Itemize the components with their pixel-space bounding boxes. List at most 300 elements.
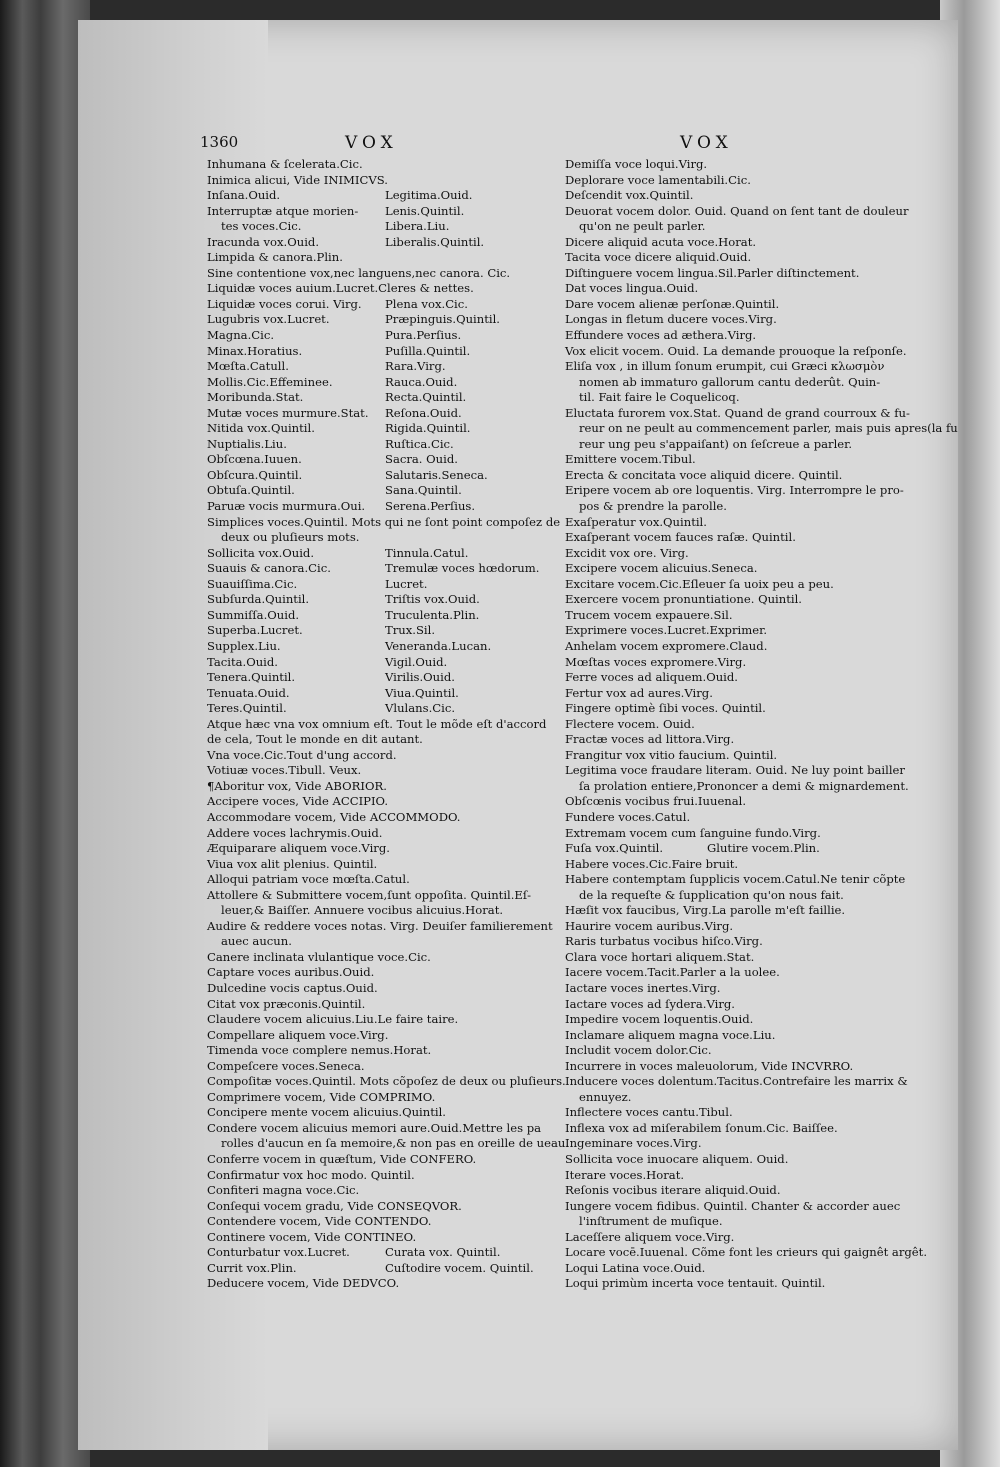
dictionary-entry-line (207, 546, 552, 562)
dictionary-entry-line (565, 188, 895, 204)
dictionary-entry-line (207, 406, 552, 422)
dictionary-entry-line (207, 1012, 552, 1028)
entry-text: pos & prendre la parolle. (579, 499, 727, 514)
entry-text: Simplices voces.Quintil. Mots qui ne ſont point compoſez de (207, 514, 561, 529)
dictionary-entry-line (565, 826, 895, 842)
entry-text: Tenera.Quintil. (207, 670, 296, 685)
entry-text: Excidit vox ore. Virg. (565, 545, 689, 560)
entry-text: Deducere vocem, Vide DEDVCO. (207, 1276, 400, 1291)
entry-text: Obſcœnis vocibus frui.Iuuenal. (565, 794, 747, 809)
dictionary-entry-line (207, 483, 552, 499)
dictionary-entry-line (207, 997, 552, 1013)
entry-text: Impedire vocem loquentis.Ouid. (565, 1012, 754, 1027)
dictionary-entry-line (207, 1090, 552, 1106)
dictionary-entry-line (565, 841, 895, 857)
entry-text: Lugubris vox.Lucret. (207, 312, 330, 327)
entry-text: Deſcendit vox.Quintil. (565, 188, 694, 203)
entry-text-secondary: Tremulæ voces hœdorum. (385, 561, 540, 576)
dictionary-entry-line (565, 763, 905, 779)
dictionary-entry-line (565, 546, 895, 562)
dictionary-entry-line (565, 778, 909, 795)
entry-text: Emittere vocem.Tibul. (565, 452, 696, 467)
dictionary-entry-line (207, 888, 552, 904)
dictionary-entry-line (207, 437, 552, 453)
entry-text-secondary: Curata vox. Quintil. (385, 1245, 501, 1260)
entry-text: rolles d'aucun en ſa memoire,& non pas en oreille de ueau. (221, 1136, 570, 1151)
entry-text: Concipere mente vocem alicuius.Quintil. (207, 1105, 446, 1120)
dictionary-entry-line (207, 717, 552, 733)
entry-text: Habere voces.Cic.Faire bruit. (565, 856, 739, 871)
dictionary-entry-line (565, 1043, 895, 1059)
entry-text: Flectere vocem. Ouid. (565, 716, 695, 731)
dictionary-entry-line (207, 639, 552, 655)
dictionary-entry-line (565, 1121, 895, 1137)
entry-text-secondary: Ruſtica.Cic. (385, 436, 454, 451)
entry-text: Exercere vocem pronuntiatione. Quintil. (565, 592, 802, 607)
entry-text: ennuyez. (579, 1089, 632, 1104)
entry-text: til. Fait faire le Coquelicoq. (579, 390, 740, 405)
entry-text: Sollicita vox.Ouid. (207, 545, 315, 560)
dictionary-entry-line (565, 328, 895, 344)
entry-text: Excipere vocem alicuius.Seneca. (565, 561, 758, 576)
entry-text: Teres.Quintil. (207, 701, 287, 716)
dictionary-entry-line (565, 1059, 895, 1075)
entry-text-secondary: Triſtis vox.Ouid. (385, 592, 480, 607)
dictionary-entry-line (565, 1074, 908, 1090)
dictionary-entry-line (207, 1152, 552, 1168)
running-header (200, 133, 770, 155)
dictionary-entry-line (207, 390, 552, 406)
entry-text: Fertur vox ad aures.Virg. (565, 685, 713, 700)
entry-text: Clara voce hortari aliquem.Stat. (565, 949, 755, 964)
entry-text: Mœſta.Catull. (207, 359, 289, 374)
dictionary-entry-line (565, 359, 895, 375)
entry-text: Dare vocem alienæ perſonæ.Quintil. (565, 296, 780, 311)
entry-text-secondary: Lenis.Quintil. (385, 203, 465, 218)
dictionary-entry-line (565, 250, 895, 266)
dictionary-entry-line (207, 701, 552, 717)
entry-text-secondary: Trux.Sil. (385, 623, 436, 638)
dictionary-entry-line (207, 794, 552, 810)
dictionary-entry-line (565, 219, 895, 235)
entry-text: qu'on ne peult parler. (579, 219, 706, 234)
entry-text: Audire & reddere voces notas. Virg. Deuiſer familierement (207, 918, 553, 933)
dictionary-entry-line (207, 934, 552, 950)
dictionary-entry-line (207, 344, 552, 360)
entry-text: Loqui primùm incerta voce tentauit. Quintil. (565, 1276, 826, 1291)
entry-text: Conturbatur vox.Lucret. (207, 1245, 350, 1260)
dictionary-entry-line (565, 965, 895, 981)
entry-text: Suauis & canora.Cic. (207, 561, 331, 576)
entry-text: Iactare voces ad ſydera.Virg. (565, 996, 735, 1011)
dictionary-entry-line (207, 872, 552, 888)
entry-text: Superba.Lucret. (207, 623, 303, 638)
dictionary-entry-line (207, 514, 561, 531)
entry-text: Sollicita voce inuocare aliquem. Ouid. (565, 1152, 789, 1166)
entry-text-secondary: Puſilla.Quintil. (385, 343, 471, 358)
entry-text-secondary: Legitima.Ouid. (385, 188, 473, 203)
entry-text: Laceſſere aliquem voce.Virg. (565, 1229, 735, 1244)
dictionary-entry-line (565, 390, 895, 406)
dictionary-entry-line (207, 623, 552, 639)
dictionary-entry-line (207, 1214, 552, 1230)
dictionary-entry-line (207, 1043, 552, 1059)
dictionary-entry-line (565, 1198, 901, 1215)
dictionary-entry-line (565, 623, 895, 639)
entry-text: Liquidæ voces corui. Virg. (207, 296, 362, 311)
entry-text: Ferre voces ad aliquem.Ouid. (565, 670, 738, 685)
dictionary-entry-line (565, 468, 895, 484)
entry-text: Raris turbatus vocibus hiſco.Virg. (565, 934, 763, 949)
dictionary-entry-line (207, 499, 552, 515)
entry-text: Exaſperatur vox.Quintil. (565, 514, 707, 529)
dictionary-entry-line (565, 748, 895, 764)
entry-text: Vna voce.Cic.Tout d'ung accord. (207, 747, 397, 762)
entry-text-secondary: Præpinguis.Quintil. (385, 312, 500, 327)
dictionary-entry-line (207, 950, 552, 966)
dictionary-entry-line (207, 359, 552, 375)
entry-text-secondary: Rigida.Quintil. (385, 421, 471, 436)
dictionary-entry-line (565, 235, 895, 251)
entry-text: Inducere voces dolentum.Tacitus.Contrefaire les marrix & (565, 1074, 908, 1089)
dictionary-entry-line (565, 903, 895, 919)
entry-text: Inflexa vox ad miſerabilem ſonum.Cic. Baiſſee. (565, 1120, 838, 1135)
dictionary-entry-line (565, 639, 895, 655)
dictionary-entry-line (207, 919, 552, 935)
entry-text-secondary: Rara.Virg. (385, 359, 446, 374)
entry-text: tes voces.Cic. (221, 219, 302, 234)
entry-text: Confirmatur vox hoc modo. Quintil. (207, 1167, 415, 1182)
dictionary-entry-line (207, 266, 552, 282)
dictionary-entry-line (565, 701, 895, 717)
dictionary-entry-line (207, 1276, 552, 1292)
entry-text: Demiſſa voce loqui.Virg. (565, 157, 708, 171)
dictionary-entry-line (565, 375, 895, 391)
dictionary-entry-line (207, 173, 552, 189)
entry-text: Iterare voces.Horat. (565, 1167, 685, 1182)
dictionary-entry-line (565, 608, 895, 624)
entry-text: leuer,& Baiſſer. Annuere vocibus alicuius.Horat. (221, 903, 504, 918)
entry-text-secondary: Virilis.Ouid. (385, 670, 455, 685)
dictionary-entry-line (565, 857, 895, 873)
entry-text: Deplorare voce lamentabili.Cic. (565, 172, 751, 187)
dictionary-entry-line (565, 872, 906, 888)
entry-text: Summiſſa.Ouid. (207, 607, 300, 622)
entry-text-secondary: Sana.Quintil. (385, 483, 462, 498)
dictionary-entry-line (565, 561, 895, 577)
dictionary-entry-line (207, 841, 552, 857)
entry-text: Fuſa vox.Quintil. (565, 841, 664, 856)
entry-text: Iactare voces inertes.Virg. (565, 980, 721, 995)
dictionary-entry-line (565, 934, 895, 950)
entry-text-secondary: Recta.Quintil. (385, 390, 467, 405)
entry-text: Legitima voce fraudare literam. Ouid. Ne luy point bailler (565, 763, 905, 778)
entry-text: Limpida & canora.Plin. (207, 250, 343, 265)
entry-text: Comprimere vocem, Vide COMPRIMO. (207, 1089, 436, 1104)
entry-text: Obtuſa.Quintil. (207, 483, 295, 498)
entry-text: Conferre vocem in quæſtum, Vide CONFERO. (207, 1152, 477, 1166)
right-column (565, 157, 958, 1292)
dictionary-entry-line (207, 561, 552, 577)
entry-text: Tenuata.Ouid. (207, 685, 290, 700)
entry-text: Excitare vocem.Cic.Eſleuer ſa uoix peu a peu. (565, 576, 834, 591)
dictionary-entry-line (565, 203, 909, 220)
dictionary-entry-line (565, 810, 895, 826)
entry-text: Obſcœna.Iuuen. (207, 452, 302, 467)
left-column (207, 157, 570, 1292)
entry-text: Exprimere voces.Lucret.Exprimer. (565, 623, 768, 638)
entry-text-secondary: Serena.Perſius. (385, 499, 476, 514)
dictionary-entry-line (207, 157, 552, 173)
entry-text: Longas in fletum ducere voces.Virg. (565, 312, 777, 327)
dictionary-entry-line (565, 1245, 927, 1261)
entry-text: Diſtinguere vocem lingua.Sil.Parler diſtinctement. (565, 265, 860, 280)
dictionary-entry-line (207, 592, 552, 608)
dictionary-entry-line (207, 219, 552, 235)
dictionary-entry-line (565, 592, 895, 608)
dictionary-entry-line (207, 748, 552, 764)
entry-text: Dat voces lingua.Ouid. (565, 281, 699, 296)
dictionary-entry-line (565, 281, 895, 297)
entry-text: Atque hæc vna vox omnium eſt. Tout le mõde eſt d'accord (207, 716, 547, 731)
dictionary-entry-line (565, 421, 958, 437)
dictionary-entry-line (207, 1168, 552, 1184)
entry-text-secondary: Lucret. (385, 576, 428, 591)
book-edge-left (0, 0, 90, 1467)
dictionary-entry-line (565, 157, 895, 173)
dictionary-entry-line (565, 717, 895, 733)
entry-text: Reſonis vocibus iterare aliquid.Ouid. (565, 1183, 781, 1198)
entry-text-secondary: Salutaris.Seneca. (385, 467, 488, 482)
dictionary-entry-line (565, 577, 895, 593)
entry-text: Incurrere in voces maleuolorum, Vide INCVRRO. (565, 1058, 854, 1073)
entry-text-secondary: Truculenta.Plin. (385, 607, 480, 622)
entry-text: Citat vox præconis.Quintil. (207, 996, 366, 1011)
dictionary-entry-line (207, 1230, 552, 1246)
entry-text: l'inſtrument de muſique. (579, 1214, 723, 1229)
dictionary-entry-line (565, 981, 895, 997)
dictionary-entry-line (207, 1136, 570, 1152)
entry-text-secondary: Viua.Quintil. (385, 685, 459, 700)
entry-text: Interruptæ atque morien- (207, 203, 359, 218)
entry-text: Nuptialis.Liu. (207, 436, 287, 451)
dictionary-entry-line (207, 375, 552, 391)
entry-text: Currit vox.Plin. (207, 1260, 297, 1275)
entry-text: de cela, Tout le monde en dit autant. (207, 732, 423, 747)
entry-text: Effundere voces ad æthera.Virg. (565, 328, 757, 343)
entry-text: ¶Aboritur vox, Vide ABORIOR. (207, 778, 387, 793)
entry-text: Accommodare vocem, Vide ACCOMMODO. (207, 809, 461, 824)
dictionary-entry-line (207, 188, 552, 204)
dictionary-entry-line (565, 950, 895, 966)
entry-text-secondary: Plena vox.Cic. (385, 296, 468, 311)
entry-text: Includit vocem dolor.Cic. (565, 1043, 712, 1058)
entry-text: reur on ne peult au commencement parler, mais puis apres(la fu (579, 421, 958, 436)
entry-text: Supplex.Liu. (207, 638, 281, 653)
entry-text: Inflectere voces cantu.Tibul. (565, 1105, 733, 1120)
entry-text: Æquiparare aliquem voce.Virg. (207, 841, 390, 856)
entry-text: Dulcedine vocis captus.Ouid. (207, 980, 378, 995)
dictionary-entry-line (207, 965, 552, 981)
dictionary-entry-line (565, 437, 895, 453)
dictionary-entry-line (565, 1168, 895, 1184)
entry-text: Nitida vox.Quintil. (207, 421, 315, 436)
entry-text: Viua vox alit plenius. Quintil. (207, 856, 378, 871)
entry-text: Iacere vocem.Tacit.Parler a la uolee. (565, 965, 780, 980)
entry-text: Dicere aliquid acuta voce.Horat. (565, 234, 757, 249)
entry-text: Anhelam vocem expromere.Claud. (565, 638, 768, 653)
entry-text: nomen ab immaturo gallorum cantu dederût. Quin- (579, 374, 881, 389)
entry-text-secondary: Tinnula.Catul. (385, 545, 469, 560)
dictionary-entry-line (207, 577, 552, 593)
dictionary-entry-line (207, 235, 552, 251)
running-head-left: VOX (345, 133, 398, 153)
entry-text: Attollere & Submittere vocem,ſunt oppoſita. Quintil.Eſ- (207, 887, 532, 902)
dictionary-entry-line (207, 1028, 552, 1044)
dictionary-entry-line (565, 515, 895, 531)
entry-text: Habere contemptam ſupplicis vocem.Catul.Ne tenir cõpte (565, 872, 906, 887)
dictionary-entry-line (207, 281, 552, 297)
dictionary-entry-line (565, 1136, 895, 1152)
dictionary-entry-line (207, 468, 552, 484)
dictionary-entry-line (207, 1261, 552, 1277)
dictionary-entry-line (565, 655, 895, 671)
entry-text: Addere voces lachrymis.Ouid. (207, 825, 383, 840)
entry-text: Fractæ voces ad littora.Virg. (565, 732, 735, 747)
dictionary-entry-line (207, 670, 552, 686)
entry-text: Mutæ voces murmure.Stat. (207, 405, 369, 420)
dictionary-entry-line (207, 779, 552, 795)
entry-text: Accipere voces, Vide ACCIPIO. (207, 794, 389, 809)
entry-text: Vox elicit vocem. Ouid. La demande prouoque la reſponſe. (565, 343, 907, 358)
dictionary-entry-line (565, 297, 895, 313)
entry-text-secondary: Veneranda.Lucan. (385, 638, 492, 653)
dictionary-entry-line (207, 1183, 552, 1199)
entry-text: Compeſcere voces.Seneca. (207, 1058, 365, 1073)
entry-text: Exaſperant vocem fauces raſæ. Quintil. (565, 530, 796, 545)
dictionary-entry-line (207, 1105, 552, 1121)
entry-text: Confiteri magna voce.Cic. (207, 1183, 360, 1198)
entry-text: Mollis.Cic.Effeminee. (207, 374, 333, 389)
dictionary-entry-line (565, 312, 895, 328)
dictionary-entry-line (565, 530, 895, 546)
entry-text: Fingere optimè ſibi voces. Quintil. (565, 701, 766, 716)
dictionary-entry-line (565, 1152, 895, 1168)
entry-text-secondary: Vigil.Ouid. (385, 654, 448, 669)
dictionary-entry-line (207, 826, 552, 842)
entry-text: Haurire vocem auribus.Virg. (565, 918, 734, 933)
entry-text: Erecta & concitata voce aliquid dicere. Quintil. (565, 467, 843, 482)
entry-text: Timenda voce complere nemus.Horat. (207, 1043, 432, 1058)
entry-text: Trucem vocem expauere.Sil. (565, 607, 733, 622)
entry-text: Mœſtas voces expromere.Virg. (565, 654, 747, 669)
dictionary-entry-line (207, 655, 552, 671)
dictionary-entry-line (565, 1183, 895, 1199)
dictionary-entry-line (207, 981, 552, 997)
entry-text: Votiuæ voces.Tibull. Veux. (207, 763, 362, 778)
entry-text: Paruæ vocis murmura.Oui. (207, 499, 366, 514)
entry-text: Hæſit vox faucibus, Virg.La parolle m'eſt faillie. (565, 903, 846, 918)
entry-text: Inimica alicui, Vide INIMICVS. (207, 172, 388, 187)
dictionary-entry-line (207, 250, 552, 266)
dictionary-entry-line (565, 1214, 895, 1230)
dictionary-entry-line (207, 1121, 552, 1137)
entry-text-secondary: Sacra. Ouid. (385, 452, 458, 467)
dictionary-entry-line (565, 266, 895, 282)
entry-text-secondary: Reſona.Ouid. (385, 405, 462, 420)
dictionary-entry-line (565, 1028, 895, 1044)
entry-text: Canere inclinata vlulantique voce.Cic. (207, 949, 431, 964)
dictionary-entry-line (207, 421, 552, 437)
dictionary-entry-line (565, 670, 895, 686)
entry-text: Compellare aliquem voce.Virg. (207, 1027, 389, 1042)
entry-text: Suauiſſima.Cic. (207, 576, 298, 591)
dictionary-entry-line (207, 1059, 552, 1075)
page-number: 1360 (200, 133, 239, 151)
dictionary-entry-line (565, 499, 895, 515)
dictionary-entry-line (207, 452, 552, 468)
entry-text: Eripere vocem ab ore loquentis. Virg. Interrompre le pro- (565, 483, 904, 498)
dictionary-entry-line (207, 810, 552, 826)
dictionary-entry-line (565, 483, 904, 499)
entry-text: Condere vocem alicuius memori aure.Ouid.Mettre les pa (207, 1120, 542, 1135)
entry-text-secondary: Glutire vocem.Plin. (707, 841, 820, 856)
dictionary-entry-line (207, 297, 552, 313)
entry-text-secondary: Rauca.Ouid. (385, 374, 458, 389)
entry-text: Frangitur vox vitio faucium. Quintil. (565, 747, 778, 762)
dictionary-entry-line (565, 794, 895, 810)
dictionary-entry-line (565, 686, 895, 702)
dictionary-entry-line (565, 452, 895, 468)
dictionary-entry-line (565, 888, 895, 904)
entry-text: reur ung peu s'appaiſant) on ſeſcreue a parler. (579, 436, 853, 451)
dictionary-entry-line (207, 763, 552, 779)
entry-text: ſa prolation entiere,Prononcer a demi & mignardement. (579, 778, 909, 793)
entry-text-secondary: Vlulans.Cic. (385, 701, 456, 716)
dictionary-entry-line (565, 1276, 895, 1292)
entry-text: deux ou pluſieurs mots. (221, 530, 360, 545)
entry-text: Liquidæ voces auium.Lucret.Cleres & nettes. (207, 281, 474, 296)
entry-text: Inſana.Ouid. (207, 188, 281, 203)
entry-text: Deuorat vocem dolor. Ouid. Quand on ſent tant de douleur (565, 203, 909, 218)
dictionary-entry-line (565, 405, 910, 422)
entry-text-secondary: Liberalis.Quintil. (385, 234, 485, 249)
dictionary-entry-line (565, 997, 895, 1013)
dictionary-entry-line (207, 328, 552, 344)
entry-text: auec aucun. (221, 934, 292, 949)
entry-text: Obſcura.Quintil. (207, 467, 303, 482)
dictionary-entry-line (565, 173, 895, 189)
entry-text: Fundere voces.Catul. (565, 809, 691, 824)
entry-text-secondary: Pura.Perſius. (385, 328, 462, 343)
entry-text: Alloqui patriam voce mœſta.Catul. (207, 872, 410, 887)
entry-text-secondary: Libera.Liu. (385, 219, 450, 234)
dictionary-entry-line (565, 1105, 895, 1121)
entry-text: Iracunda vox.Ouid. (207, 234, 320, 249)
dictionary-entry-line (207, 608, 552, 624)
dictionary-entry-line (565, 1012, 895, 1028)
entry-text: Inclamare aliquem magna voce.Liu. (565, 1027, 776, 1042)
entry-text: Minax.Horatius. (207, 343, 303, 358)
entry-text: Iungere vocem fidibus. Quintil. Chanter & accorder auec (565, 1198, 901, 1213)
entry-text: Subſurda.Quintil. (207, 592, 310, 607)
entry-text: Tacita voce dicere aliquid.Ouid. (565, 250, 752, 265)
entry-text: Captare voces auribus.Ouid. (207, 965, 375, 980)
entry-text: Tacita.Ouid. (207, 654, 278, 669)
entry-text: Ingeminare voces.Virg. (565, 1136, 702, 1151)
dictionary-entry-line (207, 530, 552, 546)
entry-text: Contendere vocem, Vide CONTENDO. (207, 1214, 432, 1229)
